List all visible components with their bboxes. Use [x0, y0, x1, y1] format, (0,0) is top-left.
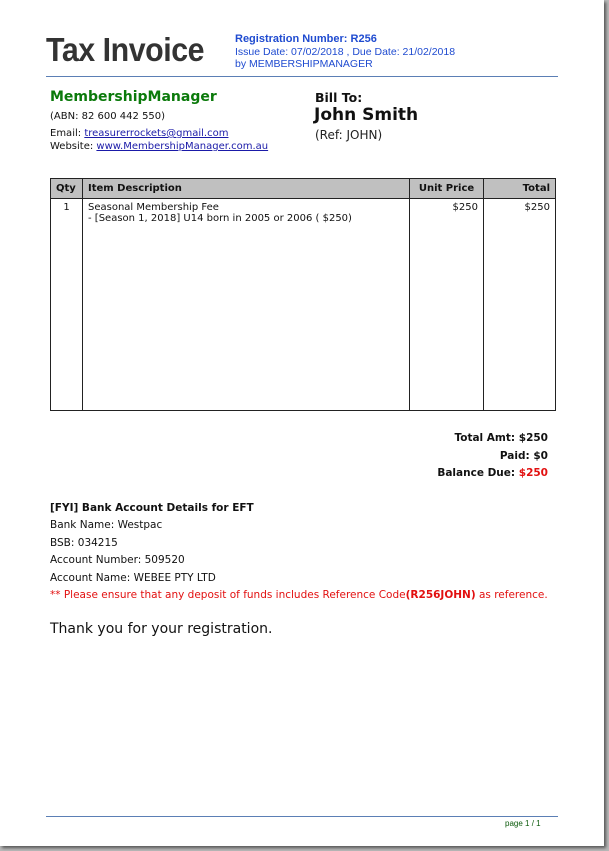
balance-due — [437, 467, 548, 479]
issued-by: by MEMBERSHIPMANAGER — [235, 58, 373, 70]
email-label: Email: — [50, 128, 82, 139]
total-label: Total Amt: — [454, 432, 516, 444]
website-link[interactable]: www.MembershipManager.com.au — [96, 141, 269, 152]
notice-prefix: ** Please ensure that any deposit of funds includes Reference Code — [50, 589, 406, 601]
paid-amount — [500, 450, 548, 462]
reference-notice — [50, 589, 548, 601]
bill-to-heading: Bill To: — [315, 90, 363, 105]
bank-account-number: Account Number: 509520 — [50, 554, 185, 566]
balance-label: Balance Due: — [437, 467, 516, 479]
email-link[interactable]: treasurerrockets@gmail.com — [84, 128, 229, 139]
items-table — [50, 178, 556, 411]
column-header-total: Total — [484, 179, 556, 199]
footer-divider — [46, 816, 558, 817]
total-value: $250 — [518, 432, 548, 444]
row-qty: 1 — [51, 199, 83, 411]
table-row — [51, 199, 556, 411]
column-header-description: Item Description — [83, 179, 410, 199]
table-header-row — [51, 179, 556, 199]
website-label: Website: — [50, 141, 94, 152]
bill-to-name: John Smith — [314, 105, 419, 125]
row-description-line1: Seasonal Membership Fee — [88, 202, 219, 213]
registration-number: Registration Number: R256 — [235, 33, 377, 45]
row-total: $250 — [484, 199, 556, 411]
notice-suffix: as reference. — [475, 589, 548, 601]
company-abn: (ABN: 82 600 442 550) — [50, 111, 166, 122]
row-description — [83, 199, 410, 411]
paid-value: $0 — [533, 450, 548, 462]
bill-to-ref: (Ref: JOHN) — [315, 128, 383, 142]
company-email — [50, 128, 228, 139]
paid-label: Paid: — [499, 450, 530, 462]
balance-value: $250 — [518, 467, 548, 479]
bank-name: Bank Name: Westpac — [50, 519, 163, 531]
company-website — [50, 141, 268, 152]
total-amount — [454, 432, 548, 444]
column-header-unit-price: Unit Price — [410, 179, 484, 199]
page-title: Tax Invoice — [46, 31, 205, 68]
row-unit-price: $250 — [410, 199, 484, 411]
thank-you-message: Thank you for your registration. — [50, 621, 273, 637]
row-description-line2: - [Season 1, 2018] U14 born in 2005 or 2006 ( $250) — [88, 213, 352, 224]
registration-block — [235, 33, 455, 71]
column-header-qty: Qty — [51, 179, 83, 199]
reference-code: (R256JOHN) — [405, 589, 476, 601]
bank-heading: [FYI] Bank Account Details for EFT — [50, 502, 254, 514]
company-name: MembershipManager — [50, 89, 217, 105]
bank-bsb: BSB: 034215 — [50, 537, 118, 549]
bank-account-name: Account Name: WEBEE PTY LTD — [50, 572, 216, 584]
page-number: page 1 / 1 — [505, 819, 541, 828]
issue-due-dates: Issue Date: 07/02/2018 , Due Date: 21/02/2018 — [235, 45, 456, 58]
header-divider — [46, 76, 558, 77]
